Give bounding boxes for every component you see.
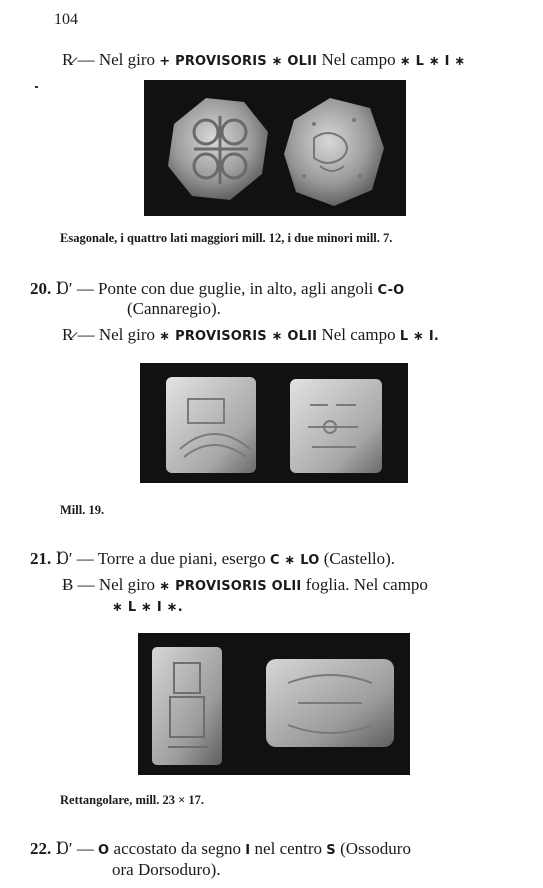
coin-legend: ∗ PROVISORIS OLII	[159, 579, 302, 594]
dash: —	[77, 50, 95, 69]
coin-letter-i: I	[245, 843, 251, 858]
item-20-reverse	[62, 325, 439, 347]
coin-letter-s: S	[326, 843, 336, 858]
hexagonal-tokens-image	[144, 80, 406, 216]
dash: —	[77, 325, 95, 344]
caption-square: Mill. 19.	[60, 503, 105, 517]
coin-photo-rectangular	[138, 633, 410, 775]
dash: —	[76, 549, 94, 568]
coin-letters: C-O	[377, 283, 405, 298]
text: Nel giro	[98, 50, 156, 69]
reverse-description-1	[62, 50, 466, 72]
coin-photo-hexagonal	[144, 80, 406, 216]
coin-field: ∗ L ∗ I ∗.	[112, 600, 183, 615]
obverse-symbol: Ɒ′	[55, 549, 73, 568]
dash: —	[76, 279, 94, 298]
item-number: 22.	[30, 839, 52, 858]
item-21-reverse	[62, 575, 428, 597]
coin-letters: C ∗ LO	[269, 553, 320, 568]
item-21-obverse	[30, 549, 395, 571]
caption-hexagonal: Esagonale, i quattro lati maggiori mill. 12, i due minori mill. 7.	[60, 231, 393, 245]
square-tokens-image	[140, 363, 408, 483]
item-21-field	[112, 596, 183, 618]
stray-mark	[35, 86, 38, 88]
reverse-symbol: R̷	[62, 325, 74, 344]
reverse-symbol: Ƀ	[62, 575, 74, 594]
text: Ponte con due guglie, in alto, agli angoli	[98, 279, 374, 298]
caption-rectangular: Rettangolare, mill. 23 × 17.	[60, 793, 205, 807]
coin-letter-o: O	[98, 843, 110, 858]
text: Nel giro	[98, 575, 156, 594]
reverse-symbol: R̷	[62, 50, 74, 69]
item-22-obverse	[30, 839, 411, 861]
item-number: 21.	[30, 549, 52, 568]
coin-legend: + PROVISORIS ∗ OLII	[159, 54, 318, 69]
text: foglia. Nel campo	[305, 575, 428, 594]
text: Nel campo	[321, 325, 396, 344]
coin-field: L ∗ I.	[399, 329, 440, 344]
text: Torre a due piani, esergo	[97, 549, 266, 568]
text: Nel campo	[321, 50, 396, 69]
dash: —	[76, 839, 94, 858]
item-20-location: (Cannaregio).	[127, 299, 221, 318]
text: (Castello).	[323, 549, 396, 568]
rectangular-tokens-image	[138, 633, 410, 775]
text: nel centro	[254, 839, 323, 858]
dash: —	[77, 575, 95, 594]
coin-photo-square	[140, 363, 408, 483]
obverse-symbol: Ɒ′	[55, 279, 73, 298]
item-22-location: ora Dorsoduro).	[112, 860, 221, 879]
coin-legend: ∗ PROVISORIS ∗ OLII	[159, 329, 318, 344]
obverse-symbol: Ɒ′	[55, 839, 73, 858]
item-number: 20.	[30, 279, 52, 298]
text: accostato da segno	[113, 839, 241, 858]
coin-field: ∗ L ∗ I ∗	[399, 54, 466, 69]
text: Nel giro	[98, 325, 156, 344]
text: (Ossoduro	[340, 839, 411, 858]
item-20-obverse	[30, 279, 404, 301]
page-number: 104	[54, 11, 78, 28]
